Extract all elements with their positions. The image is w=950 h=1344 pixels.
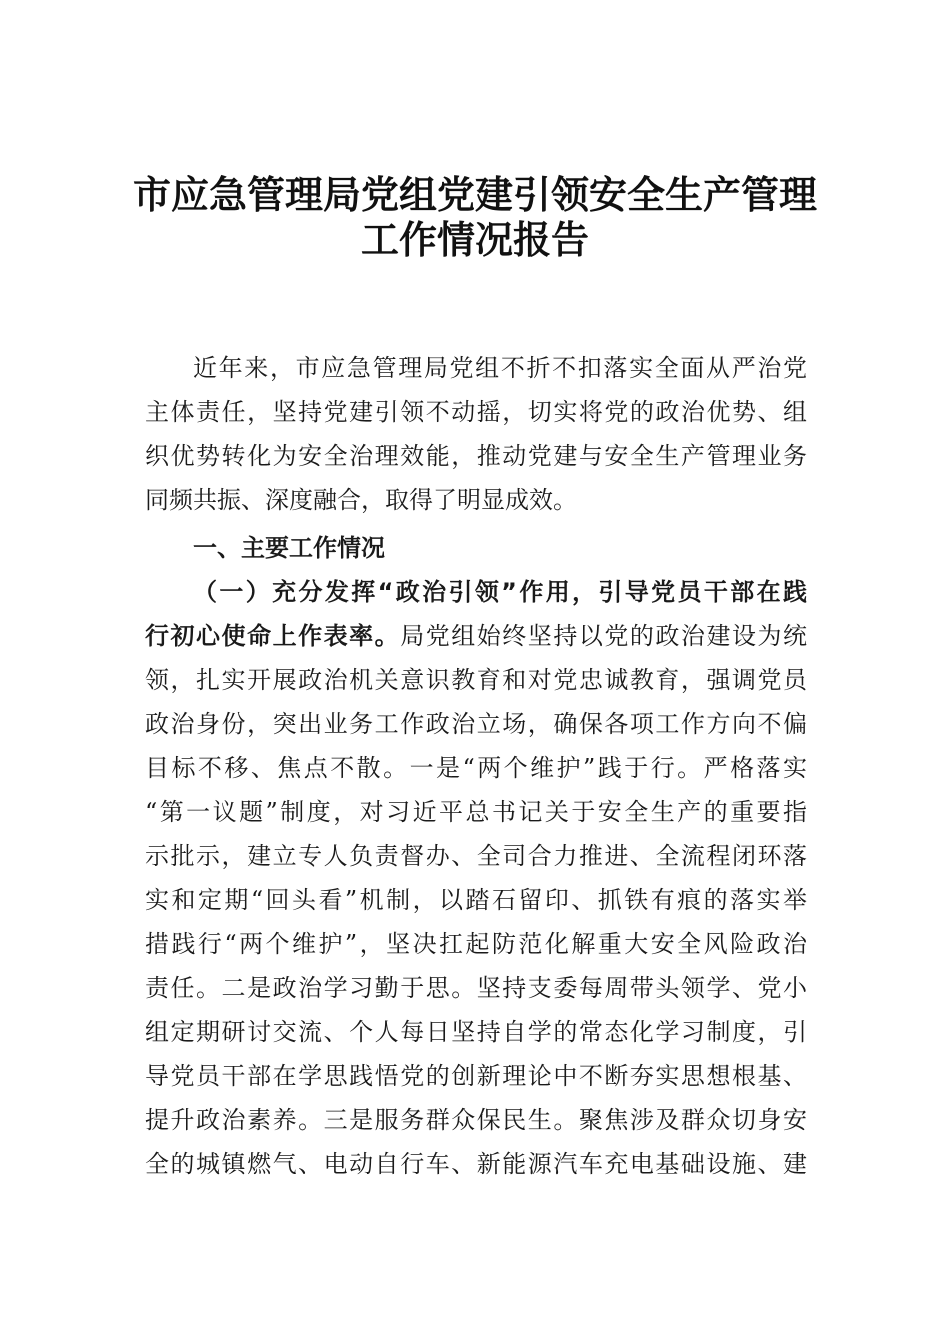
- subsection-body-start: 局党组始终坚持以党的政治建设为统: [400, 622, 807, 650]
- body-line: 措践行“两个维护”，坚决扛起防范化解重大安全风险政治: [145, 930, 807, 958]
- intro-line-2: 主体责任，坚持党建引领不动摇，切实将党的政治优势、组: [145, 398, 807, 426]
- body-line: 组定期研讨交流、个人每日坚持自学的常态化学习制度，引: [145, 1018, 807, 1046]
- body-line: 政治身份，突出业务工作政治立场，确保各项工作方向不偏: [145, 710, 807, 738]
- document-title-line-2: 工作情况报告: [360, 217, 589, 262]
- intro-line-4: 同频共振、深度融合，取得了明显成效。: [145, 486, 577, 514]
- section-heading: 一、主要工作情况: [193, 534, 385, 562]
- body-line: 导党员干部在学思践悟党的创新理论中不断夯实思想根基、: [145, 1062, 807, 1090]
- subsection-heading-line-1: （一）充分发挥“政治引领”作用，引导党员干部在践: [193, 578, 807, 606]
- intro-line-3: 织优势转化为安全治理效能，推动党建与安全生产管理业务: [145, 442, 807, 470]
- body-line: 实和定期“回头看”机制，以踏石留印、抓铁有痕的落实举: [145, 886, 807, 914]
- body-line: 领，扎实开展政治机关意识教育和对党忠诚教育，强调党员: [145, 666, 807, 694]
- subsection-heading-line-2: [145, 621, 807, 651]
- intro-line-1: 近年来，市应急管理局党组不折不扣落实全面从严治党: [193, 354, 807, 382]
- subsection-heading-tail: 行初心使命上作表率。: [145, 622, 401, 650]
- body-line: 责任。二是政治学习勤于思。坚持支委每周带头领学、党小: [145, 974, 807, 1002]
- body-line: 提升政治素养。三是服务群众保民生。聚焦涉及群众切身安: [145, 1106, 807, 1134]
- body-line: “第一议题”制度，对习近平总书记关于安全生产的重要指: [145, 798, 807, 826]
- body-line: 目标不移、焦点不散。一是“两个维护”践于行。严格落实: [145, 754, 807, 782]
- body-line: 示批示，建立专人负责督办、全司合力推进、全流程闭环落: [145, 842, 807, 870]
- document-title-line-1: 市应急管理局党组党建引领安全生产管理: [132, 172, 817, 217]
- body-line: 全的城镇燃气、电动自行车、新能源汽车充电基础设施、建: [145, 1150, 807, 1178]
